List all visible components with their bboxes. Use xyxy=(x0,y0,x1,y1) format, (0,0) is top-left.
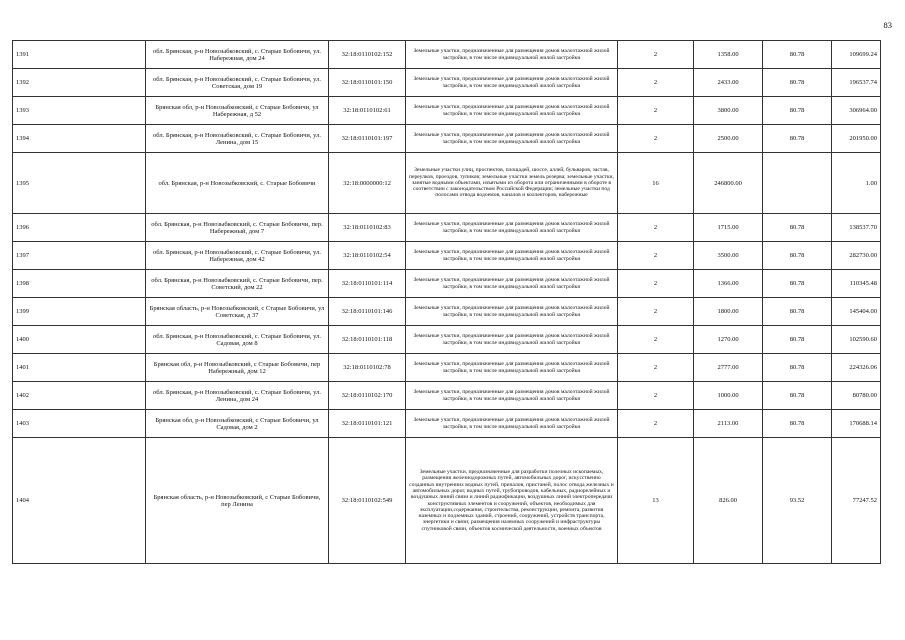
area-cell: 3500.00 xyxy=(694,242,763,270)
address-cell: обл. Брянская, р-н Новозыбковский, с. Старые Бобовичи, пер. Советский, дом 22 xyxy=(146,270,329,298)
specific-value-cell: 80.78 xyxy=(763,326,832,354)
specific-value-cell: 80.78 xyxy=(763,298,832,326)
specific-value-cell: 93.52 xyxy=(763,438,832,564)
land-use-purpose-cell: Земельные участки, предназначенные для размещения домов малоэтажной жилой застройки, в том числе индивидуальной жилой застройки xyxy=(406,382,618,410)
table-row xyxy=(13,214,881,242)
table-row xyxy=(13,410,881,438)
row-number: 1394 xyxy=(13,125,146,153)
row-number: 1396 xyxy=(13,214,146,242)
area-cell: 1270.00 xyxy=(694,326,763,354)
address-cell: обл. Брянская, р-н Новозыбковский, с. Старые Бобовичи, ул. Набережная, дом 24 xyxy=(146,41,329,69)
cadastral-number-cell: 32:18:0110101:118 xyxy=(329,326,406,354)
address-cell: Брянская область, р-н Новозыбковский, с Старые Бобовичи, пер Ленина xyxy=(146,438,329,564)
specific-value-cell: 80.78 xyxy=(763,410,832,438)
address-cell: обл. Брянская, р-н Новозыбковский, с. Старые Бобовичи, ул. Ленина, дом 24 xyxy=(146,382,329,410)
cadastral-number-cell: 32:18:0000000:12 xyxy=(329,153,406,214)
cadastral-number-cell: 32:18:0110101:150 xyxy=(329,69,406,97)
cadastral-value-cell: 80780.00 xyxy=(832,382,881,410)
area-cell: 2500.00 xyxy=(694,125,763,153)
cadastral-value-cell: 77247.52 xyxy=(832,438,881,564)
specific-value-cell: 80.78 xyxy=(763,69,832,97)
table-row xyxy=(13,97,881,125)
cadastral-number-cell: 32:18:0110101:121 xyxy=(329,410,406,438)
address-cell: обл. Брянская, р-н Новозыбковский, с. Старые Бобовичи, ул. Советская, дом 19 xyxy=(146,69,329,97)
cadastral-number-cell: 32:18:0110102:78 xyxy=(329,354,406,382)
land-use-purpose-cell: Земельные участки, предназначенные для размещения домов малоэтажной жилой застройки, в том числе индивидуальной жилой застройки xyxy=(406,69,618,97)
land-use-purpose-cell: Земельные участки, предназначенные для размещения домов малоэтажной жилой застройки, в том числе индивидуальной жилой застройки xyxy=(406,298,618,326)
address-cell: обл. Брянская, р-н Новозыбковский, с. Старые Бобовичи xyxy=(146,153,329,214)
table-row xyxy=(13,438,881,564)
land-use-purpose-cell: Земельные участки, предназначенные для разработки полезных ископаемых, размещения железнодорожных путей, автомобильных дорог, искусственно созданных внутренних водных путей, причалов, пристаней, полос отвода железных и автомобильных дорог, водных путей, трубопроводов, кабельных, радиорелейных и воздушных линий связи и линий радиофикации, воздушных линий электропередачи конструктивных элементов и сооружений, объектов, необходимых для эксплуатации,содержания, строительства, реконструкции, ремонта, развития наземных и подземных зданий, строений, сооружений, устройств транспорта, энергетики и связи; размещения наземных сооружений и инфраструктуры спутниковой связи, объектов космической деятельности, военных объектов xyxy=(406,438,618,564)
group-cell: 2 xyxy=(618,382,694,410)
row-number: 1403 xyxy=(13,410,146,438)
address-cell: обл. Брянская, р-н Новозыбковский, с. Старые Бобовичи, ул. Ленина, дом 15 xyxy=(146,125,329,153)
area-cell: 1358.00 xyxy=(694,41,763,69)
group-cell: 2 xyxy=(618,214,694,242)
table-row xyxy=(13,298,881,326)
table-row xyxy=(13,153,881,214)
specific-value-cell: 80.78 xyxy=(763,242,832,270)
table-row xyxy=(13,69,881,97)
group-cell: 2 xyxy=(618,410,694,438)
group-cell: 2 xyxy=(618,298,694,326)
row-number: 1404 xyxy=(13,438,146,564)
table-row xyxy=(13,41,881,69)
land-use-purpose-cell: Земельные участки, предназначенные для размещения домов малоэтажной жилой застройки, в том числе индивидуальной жилой застройки xyxy=(406,410,618,438)
specific-value-cell: 80.78 xyxy=(763,41,832,69)
address-cell: Брянская обл, р-н Новозыбковский, с Старые Бобовичи, ул Садовая, дом 2 xyxy=(146,410,329,438)
land-use-purpose-cell: Земельные участки, предназначенные для размещения домов малоэтажной жилой застройки, в том числе индивидуальной жилой застройки xyxy=(406,41,618,69)
area-cell: 3800.00 xyxy=(694,97,763,125)
land-use-purpose-cell: Земельные участки, предназначенные для размещения домов малоэтажной жилой застройки, в том числе индивидуальной жилой застройки xyxy=(406,242,618,270)
address-cell: Брянская область, р-н Новозыбковский, с Старые Бобовичи, ул Советская, д 37 xyxy=(146,298,329,326)
table-row xyxy=(13,125,881,153)
table-body xyxy=(13,41,881,564)
area-cell: 2433.00 xyxy=(694,69,763,97)
group-cell: 2 xyxy=(618,242,694,270)
row-number: 1401 xyxy=(13,354,146,382)
specific-value-cell: 80.78 xyxy=(763,270,832,298)
page-number: 83 xyxy=(883,20,892,30)
address-cell: обл. Брянская, р-н Новозыбковский, с. Старые Бобовичи, пер. Набережный, дом 7 xyxy=(146,214,329,242)
cadastral-value-cell: 201950.00 xyxy=(832,125,881,153)
cadastral-registry-table xyxy=(12,40,881,564)
address-cell: Брянская обл, р-н Новозыбковский, с Старые Бобовичи, пер Набережный, дом 12 xyxy=(146,354,329,382)
group-cell: 2 xyxy=(618,97,694,125)
group-cell: 2 xyxy=(618,354,694,382)
area-cell: 2777.00 xyxy=(694,354,763,382)
table-row xyxy=(13,382,881,410)
row-number: 1402 xyxy=(13,382,146,410)
cadastral-value-cell: 145404.00 xyxy=(832,298,881,326)
table-row xyxy=(13,326,881,354)
table-row xyxy=(13,354,881,382)
group-cell: 2 xyxy=(618,125,694,153)
specific-value-cell: 80.78 xyxy=(763,97,832,125)
specific-value-cell: 80.78 xyxy=(763,382,832,410)
cadastral-value-cell: 1.00 xyxy=(832,153,881,214)
specific-value-cell: 80.78 xyxy=(763,214,832,242)
land-use-purpose-cell: Земельные участки, предназначенные для размещения домов малоэтажной жилой застройки, в том числе индивидуальной жилой застройки xyxy=(406,270,618,298)
land-use-purpose-cell: Земельные участки, предназначенные для размещения домов малоэтажной жилой застройки, в том числе индивидуальной жилой застройки xyxy=(406,97,618,125)
address-cell: Брянская обл, р-н Новозыбковский, с Старые Бобовичи, ул Набережная, д 52 xyxy=(146,97,329,125)
row-number: 1398 xyxy=(13,270,146,298)
cadastral-number-cell: 32:18:0110101:197 xyxy=(329,125,406,153)
cadastral-number-cell: 32:18:0110102:549 xyxy=(329,438,406,564)
land-use-purpose-cell: Земельные участки, предназначенные для размещения домов малоэтажной жилой застройки, в том числе индивидуальной жилой застройки xyxy=(406,354,618,382)
group-cell: 2 xyxy=(618,69,694,97)
group-cell: 13 xyxy=(618,438,694,564)
group-cell: 2 xyxy=(618,41,694,69)
specific-value-cell: 80.78 xyxy=(763,354,832,382)
cadastral-number-cell: 32:18:0110102:152 xyxy=(329,41,406,69)
table-row xyxy=(13,270,881,298)
cadastral-value-cell: 170688.14 xyxy=(832,410,881,438)
specific-value-cell xyxy=(763,153,832,214)
cadastral-number-cell: 32:18:0110102:54 xyxy=(329,242,406,270)
row-number: 1392 xyxy=(13,69,146,97)
cadastral-number-cell: 32:18:0110102:61 xyxy=(329,97,406,125)
cadastral-value-cell: 196537.74 xyxy=(832,69,881,97)
cadastral-value-cell: 306964.00 xyxy=(832,97,881,125)
row-number: 1393 xyxy=(13,97,146,125)
land-use-purpose-cell: Земельные участки, предназначенные для размещения домов малоэтажной жилой застройки, в том числе индивидуальной жилой застройки xyxy=(406,326,618,354)
cadastral-value-cell: 138537.70 xyxy=(832,214,881,242)
cadastral-number-cell: 32:18:0110102:170 xyxy=(329,382,406,410)
cadastral-value-cell: 282730.00 xyxy=(832,242,881,270)
area-cell: 1800.00 xyxy=(694,298,763,326)
cadastral-value-cell: 109699.24 xyxy=(832,41,881,69)
land-use-purpose-cell: Земельные участки, предназначенные для размещения домов малоэтажной жилой застройки, в том числе индивидуальной жилой застройки xyxy=(406,125,618,153)
cadastral-value-cell: 110345.48 xyxy=(832,270,881,298)
table-row xyxy=(13,242,881,270)
cadastral-number-cell: 32:18:0110101:114 xyxy=(329,270,406,298)
land-use-purpose-cell: Земельные участки улиц, проспектов, площадей, шоссе, аллей, бульваров, застав, переулков, проездов, тупиков; земельные участки земель резерва; земельные участки, занятые водными объектами, изъятыми из оборота или ограниченными в обороте в соответствии с законодательством Российской Федерации; земельные участки под полосами отвода водоемов, каналов и коллекторов, набережные xyxy=(406,153,618,214)
row-number: 1399 xyxy=(13,298,146,326)
cadastral-value-cell: 102590.60 xyxy=(832,326,881,354)
area-cell: 246800.00 xyxy=(694,153,763,214)
row-number: 1395 xyxy=(13,153,146,214)
group-cell: 2 xyxy=(618,270,694,298)
cadastral-value-cell: 224326.06 xyxy=(832,354,881,382)
cadastral-number-cell: 32:18:0110101:146 xyxy=(329,298,406,326)
area-cell: 1366.00 xyxy=(694,270,763,298)
address-cell: обл. Брянская, р-н Новозыбковский, с. Старые Бобовичи, ул. Набережная, дом 42 xyxy=(146,242,329,270)
row-number: 1391 xyxy=(13,41,146,69)
row-number: 1400 xyxy=(13,326,146,354)
row-number: 1397 xyxy=(13,242,146,270)
group-cell: 16 xyxy=(618,153,694,214)
group-cell: 2 xyxy=(618,326,694,354)
area-cell: 1715.00 xyxy=(694,214,763,242)
area-cell: 2113.00 xyxy=(694,410,763,438)
area-cell: 826.00 xyxy=(694,438,763,564)
land-use-purpose-cell: Земельные участки, предназначенные для размещения домов малоэтажной жилой застройки, в том числе индивидуальной жилой застройки xyxy=(406,214,618,242)
cadastral-number-cell: 32:18:0110102:83 xyxy=(329,214,406,242)
specific-value-cell: 80.78 xyxy=(763,125,832,153)
area-cell: 1000.00 xyxy=(694,382,763,410)
address-cell: обл. Брянская, р-н Новозыбковский, с. Старые Бобовичи, ул. Садовая, дом 8 xyxy=(146,326,329,354)
